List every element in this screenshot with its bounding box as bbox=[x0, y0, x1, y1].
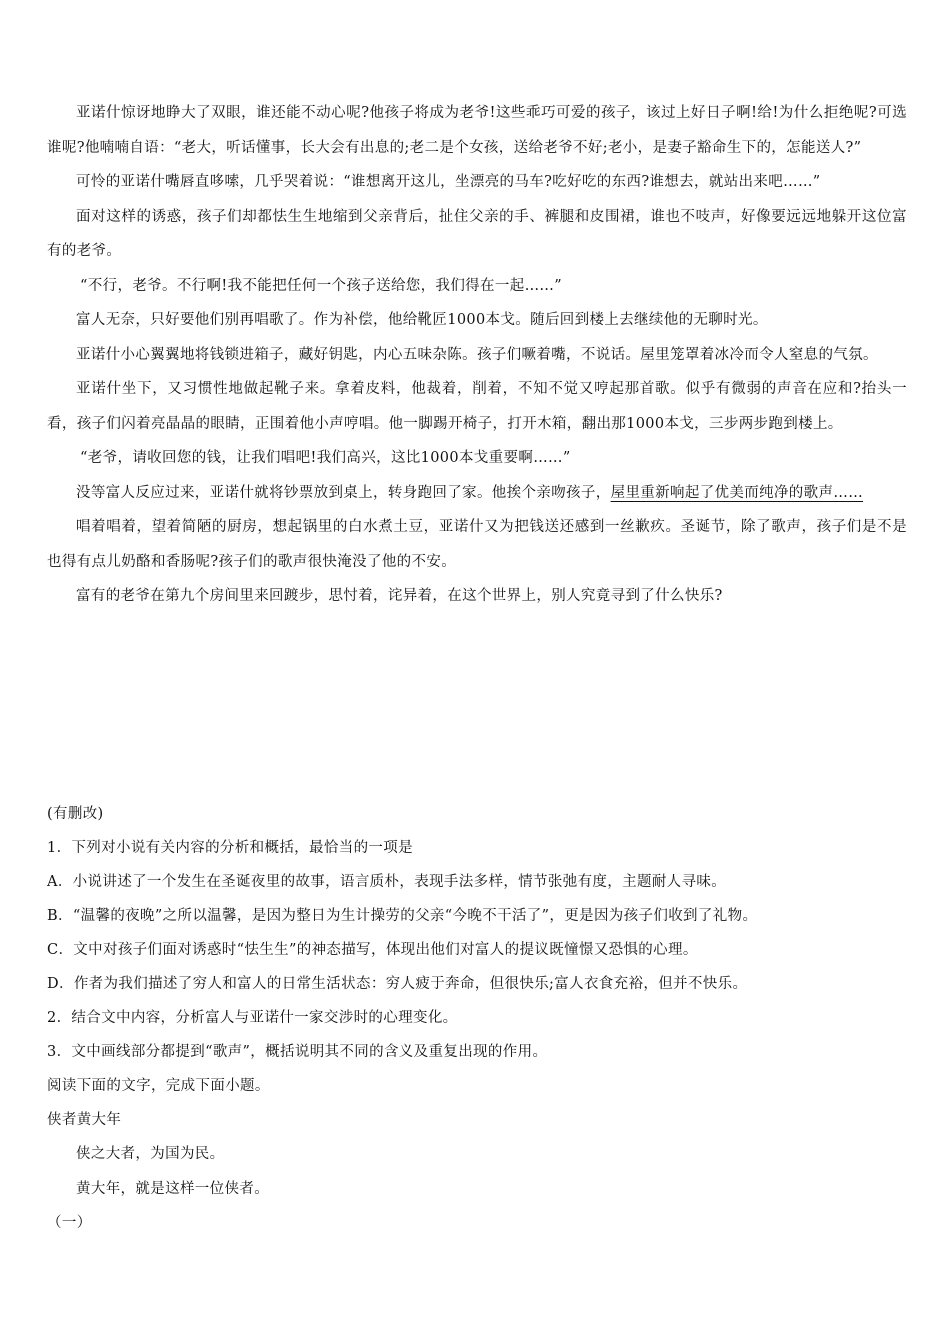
paragraph: 黄大年，就是这样一位侠者。 bbox=[76, 1180, 270, 1197]
paragraph: 可怜的亚诺什嘴唇直哆嗦，几乎哭着说：“谁想离开这儿，坐漂亮的马车?吃好吃的东西?谁想去，就站出来吧……” bbox=[76, 174, 821, 190]
underlined-passage: 屋里重新响起了优美而纯净的歌声…… bbox=[610, 484, 864, 501]
paragraph bbox=[47, 476, 907, 511]
paragraph: 亚诺什小心翼翼地将钱锁进箱子，藏好钥匙，内心五味杂陈。孩子们噘着嘴，不说话。屋里笼罩着冰冷而令人窒息的气氛。 bbox=[76, 346, 878, 363]
paragraph: 富有的老爷在第九个房间里来回踱步，思忖着，诧异着，在这个世界上，别人究竟寻到了什么快乐? bbox=[76, 588, 723, 604]
paragraph: 侠之大者，为国为民。 bbox=[76, 1146, 225, 1162]
edit-note: (有删改) bbox=[47, 806, 104, 822]
reading-instruction: 阅读下面的文字，完成下面小题。 bbox=[47, 1078, 270, 1094]
questions-section bbox=[47, 797, 907, 1240]
option-a: A．小说讲述了一个发生在圣诞夜里的故事，语言质朴，表现手法多样，情节张弛有度，主题耐人寻味。 bbox=[47, 874, 727, 890]
question-3: 3．文中画线部分都提到“歌声”，概括说明其不同的含义及重复出现的作用。 bbox=[47, 1044, 548, 1060]
article-title: 侠者黄大年 bbox=[47, 1112, 122, 1128]
paragraph: 面对这样的诱惑，孩子们却都怯生生地缩到父亲背后，扯住父亲的手、裤腿和皮围裙，谁也不吱声，好像要远远地躲开这位富有的老爷。 bbox=[47, 208, 907, 259]
option-c: C．文中对孩子们面对诱惑时“怯生生”的神态描写，体现出他们对富人的提议既憧憬又恐惧的心理。 bbox=[47, 942, 698, 958]
story-section bbox=[47, 96, 907, 614]
paragraph: 唱着唱着，望着简陋的厨房，想起锅里的白水煮土豆，亚诺什又为把钱送还感到一丝歉疚。圣诞节，除了歌声，孩子们是不是也得有点儿奶酪和香肠呢?孩子们的歌声很快淹没了他的不安。 bbox=[47, 519, 907, 570]
paragraph: “不行，老爷。不行啊!我不能把任何一个孩子送给您，我们得在一起……” bbox=[80, 277, 563, 294]
option-b: B．“温馨的夜晚”之所以温馨，是因为整日为生计操劳的父亲“今晚不干活了”，更是因为孩子们收到了礼物。 bbox=[47, 908, 758, 924]
paragraph-text: 没等富人反应过来，亚诺什就将钞票放到桌上，转身跑回了家。他挨个亲吻孩子， bbox=[76, 484, 611, 501]
paragraph: “老爷，请收回您的钱，让我们唱吧!我们高兴，这比1000本戈重要啊……” bbox=[80, 450, 571, 466]
question-2: 2．结合文中内容，分析富人与亚诺什一家交涉时的心理变化。 bbox=[47, 1010, 458, 1026]
part-marker: （一） bbox=[47, 1215, 92, 1231]
paragraph: 亚诺什坐下，又习惯性地做起靴子来。拿着皮料，他裁着，削着，不知不觉又哼起那首歌。似乎有微弱的声音在应和?抬头一看，孩子们闪着亮晶晶的眼睛，正围着他小声哼唱。他一脚踢开椅子，打开木箱，翻出那1000本戈，三步两步跑到楼上。 bbox=[47, 381, 907, 432]
question-1: 1．下列对小说有关内容的分析和概括，最恰当的一项是 bbox=[47, 840, 413, 856]
paragraph: 富人无奈，只好要他们别再唱歌了。作为补偿，他给靴匠1000本戈。随后回到楼上去继续他的无聊时光。 bbox=[76, 312, 768, 328]
option-d: D．作者为我们描述了穷人和富人的日常生活状态：穷人疲于奔命，但很快乐;富人衣食充裕，但并不快乐。 bbox=[47, 976, 748, 992]
paragraph: 亚诺什惊讶地睁大了双眼，谁还能不动心呢?他孩子将成为老爷!这些乖巧可爱的孩子，该过上好日子啊!给!为什么拒绝呢?可选谁呢?他喃喃自语：“老大，听话懂事，长大会有出息的;老二是个女孩，送给老爷不好;老小，是妻子豁命生下的，怎能送人?” bbox=[47, 105, 907, 156]
